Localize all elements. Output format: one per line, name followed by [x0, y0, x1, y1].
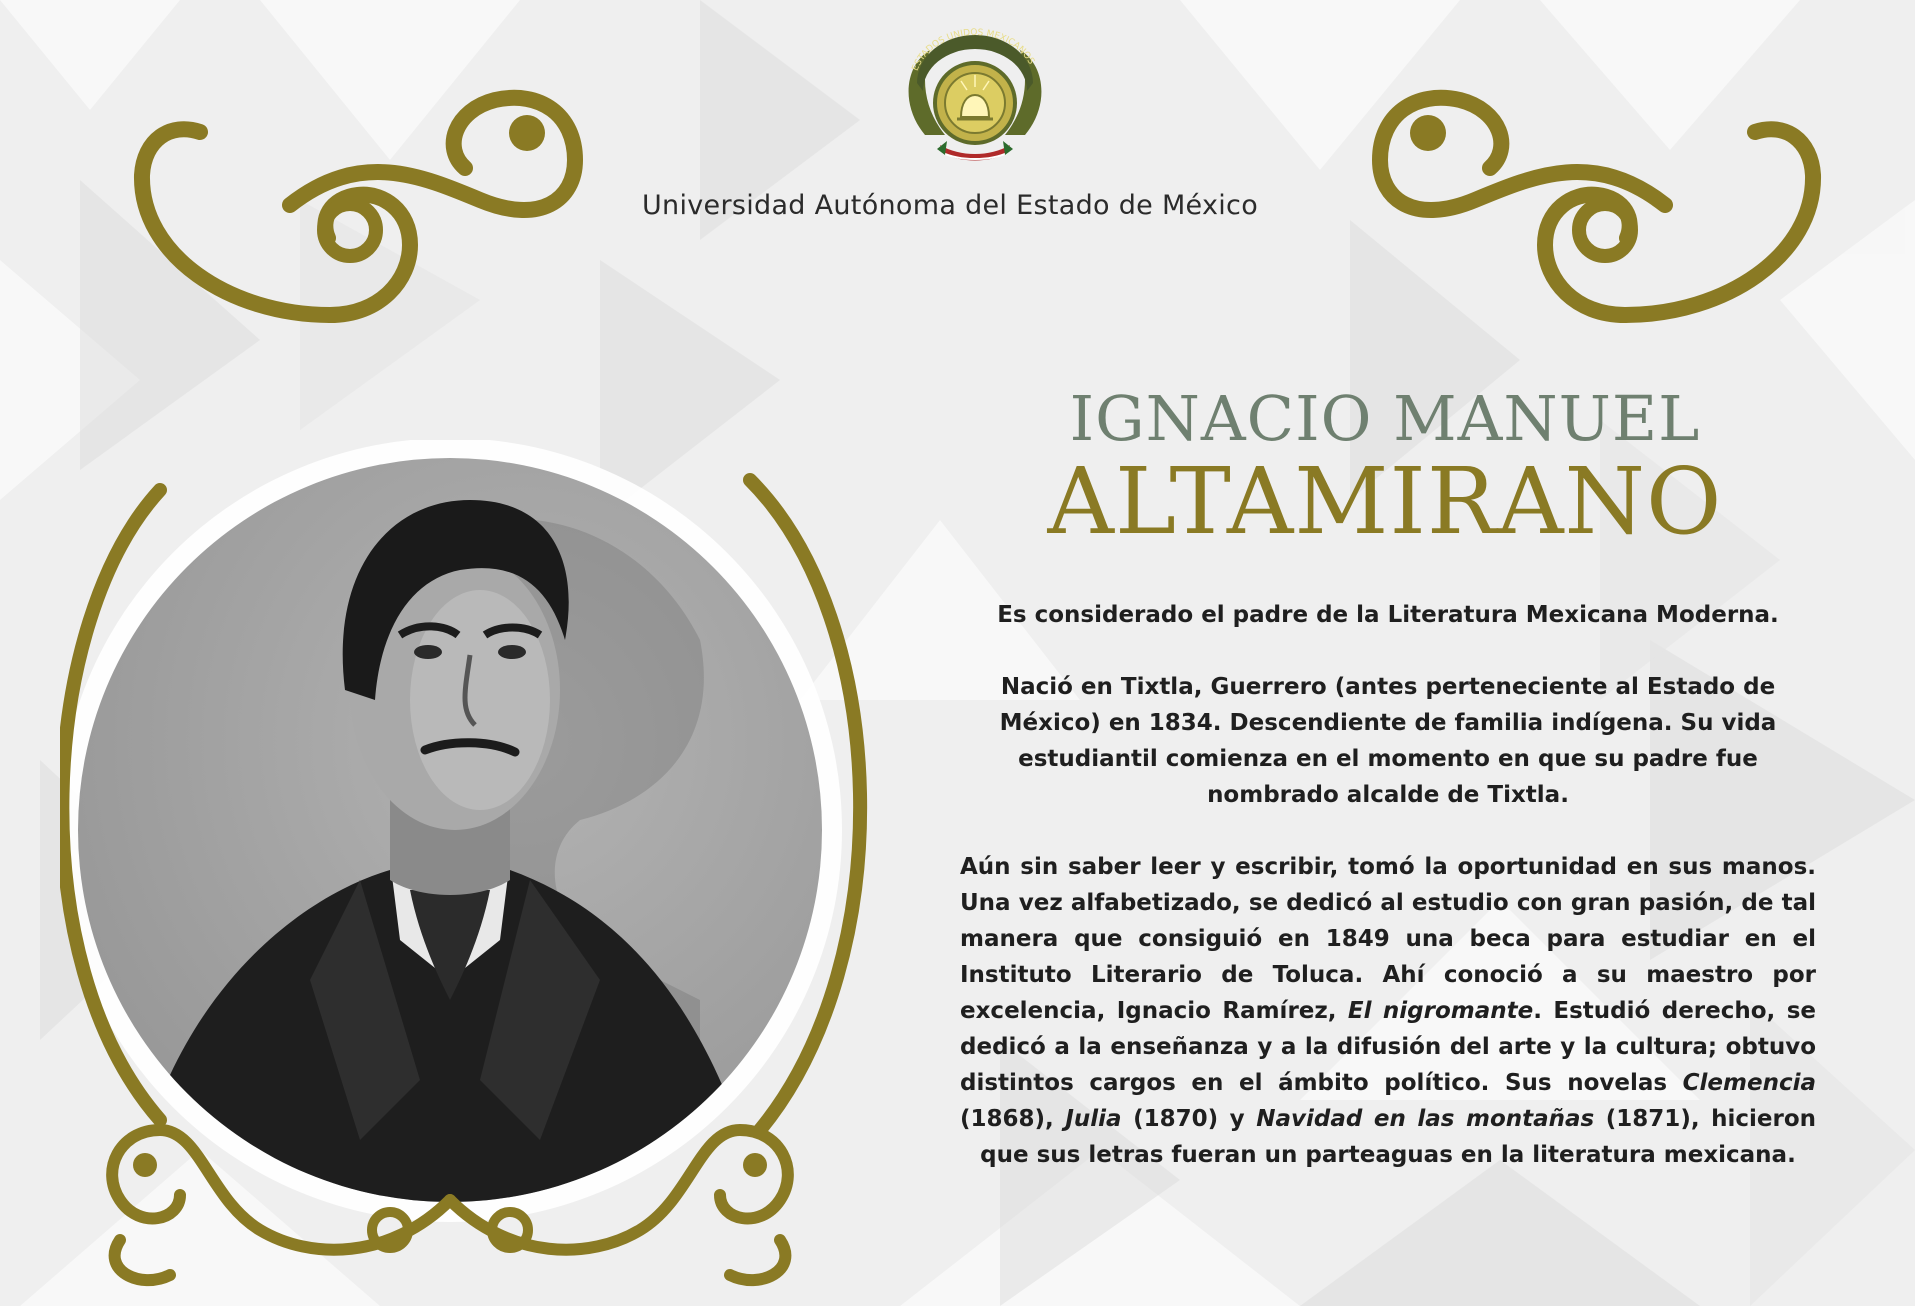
- bio-paragraph-career: Aún sin saber leer y escribir, tomó la oportunidad en sus manos. Una vez alfabetizado, se dedicó al estudio con gran pasión, de tal manera que consiguió en 1849 una beca para estudiar en el Instituto Literario de Toluca. Ahí conoció a su maestro por excelencia, Ignacio Ramírez, El nigromante. Estudió derecho, se dedicó a la enseñanza y a la difusión del arte y la cultura; obtuvo distintos cargos en el ámbito político. Sus novelas Clemencia (1868), Julia (1870) y Navidad en las montañas (1871), hicieron que sus letras fueran un parteaguas en la literatura mexicana.: [960, 854, 1816, 1168]
- title-surname: ALTAMIRANO: [1047, 448, 1723, 555]
- biography-text: [960, 597, 1816, 1209]
- work-title-navidad: Navidad en las montañas: [1256, 1106, 1595, 1132]
- swirl-ornament-top-left-icon: [120, 80, 600, 330]
- portrait-frame: [60, 440, 900, 1300]
- bio-paragraph-birth: Nació en Tixtla, Guerrero (antes perteneciente al Estado de México) en 1834. Descendiente de familia indígena. Su vida estudiantil comienza en el momento en que su padre fue nombrado alcalde de Tixtla.: [999, 674, 1777, 808]
- university-seal-icon: [895, 25, 1055, 175]
- svg-text:ESTADOS UNIDOS MEXICANOS: ESTADOS UNIDOS MEXICANOS: [910, 27, 1036, 73]
- work-title-julia: Julia: [1065, 1106, 1122, 1132]
- title-first-names: IGNACIO MANUEL: [1069, 382, 1701, 455]
- bio-intro: Es considerado el padre de la Literatura Mexicana Moderna.: [997, 602, 1779, 628]
- swirl-ornament-top-right-icon: [1355, 80, 1835, 330]
- work-title-clemencia: Clemencia: [1682, 1070, 1816, 1096]
- university-name: Universidad Autónoma del Estado de México: [641, 190, 1259, 221]
- work-title-el-nigromante: El nigromante: [1347, 998, 1534, 1024]
- portrait-photo: [60, 440, 900, 1300]
